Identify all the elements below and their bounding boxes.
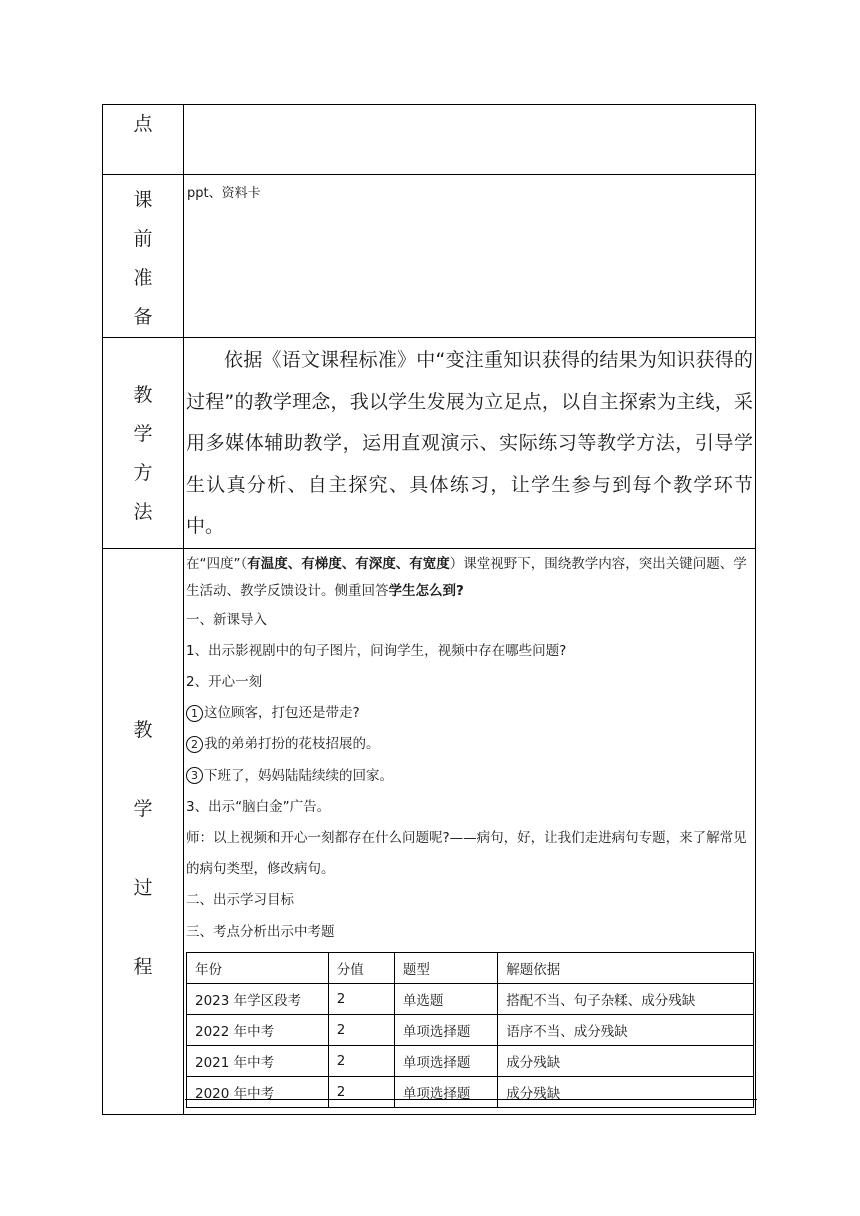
content-teaching-process	[184, 548, 756, 1114]
content-key-points	[184, 105, 756, 175]
header-score: 分值	[328, 952, 394, 983]
lesson-plan-table	[102, 104, 756, 1115]
teacher-remark: 师：以上视频和开心一刻都存在什么问题呢?——病句，好，让我们走进病句专题，来了解常见的病句类型，修改病句。	[186, 829, 747, 878]
table-row	[187, 1014, 754, 1045]
cell-score: 2	[328, 983, 394, 1014]
preparation-materials: ppt、资料卡	[187, 186, 261, 201]
circled-number: 1	[186, 705, 203, 722]
section-heading: 二、出示学习目标	[186, 892, 294, 909]
table-row	[187, 1045, 754, 1076]
exam-analysis-table	[186, 952, 754, 1108]
row-teaching-process	[103, 548, 756, 1114]
row-preparation	[103, 175, 756, 338]
cell-basis: 语序不当、成分残缺	[498, 1014, 754, 1045]
label-preparation: 课 前 准 备	[103, 175, 184, 338]
content-preparation	[184, 175, 756, 338]
header-question-type: 题型	[394, 952, 497, 983]
cell-year: 2020 年中考	[187, 1076, 329, 1107]
cell-year: 2023 年学区段考	[187, 983, 329, 1014]
header-basis: 解题依据	[498, 952, 754, 983]
table-header-row	[187, 952, 754, 983]
label-key-points: 点	[103, 105, 184, 175]
circled-number: 3	[186, 767, 203, 784]
cell-score: 2	[328, 1014, 394, 1045]
label-teaching-method: 教 学 方 法	[103, 338, 184, 549]
cell-score: 2	[328, 1076, 394, 1107]
cell-year: 2022 年中考	[187, 1014, 329, 1045]
cell-basis: 搭配不当、句子杂糅、成分残缺	[498, 983, 754, 1014]
row-key-points	[103, 105, 756, 175]
section-heading: 一、新课导入	[186, 611, 267, 628]
table-bottom-border	[185, 1099, 757, 1100]
content-teaching-method	[184, 338, 756, 549]
cell-question-type: 单项选择题	[394, 1076, 497, 1107]
cell-question-type: 单项选择题	[394, 1014, 497, 1045]
header-year: 年份	[187, 952, 329, 983]
cell-question-type: 单选题	[394, 983, 497, 1014]
process-step: 3、出示“脑白金”广告。	[186, 798, 331, 815]
process-step: 1、出示影视剧中的句子图片，问询学生，视频中存在哪些问题?	[186, 642, 567, 659]
cell-basis: 成分残缺	[498, 1045, 754, 1076]
row-teaching-method	[103, 338, 756, 549]
example-sentence: 1 这位顾客，打包还是带走?	[186, 698, 755, 729]
example-sentence: 3 下班了，妈妈陆陆续续的回家。	[186, 761, 755, 792]
example-sentence: 2 我的弟弟打扮的花枝招展的。	[186, 729, 755, 760]
circled-number: 2	[186, 736, 203, 753]
teaching-method-paragraph: 依据《语文课程标准》中“变注重知识获得的结果为知识获得的过程”的教学理念，我以学生发展为立足点，以自主探索为主线，采用多媒体辅助教学，运用直观演示、实际练习等教学方法，引导学生认真分析、自主探究、具体练习，让学生参与到每个教学环节中。	[186, 349, 753, 537]
process-intro: 在“四度”（有温度、有梯度、有深度、有宽度）课堂视野下，围绕教学内容，突出关键问题、学生活动、教学反馈设计。侧重回答学生怎么到?	[186, 555, 747, 599]
cell-basis: 成分残缺	[498, 1076, 754, 1107]
table-row	[187, 983, 754, 1014]
cell-question-type: 单项选择题	[394, 1045, 497, 1076]
table-row	[187, 1076, 754, 1107]
cell-score: 2	[328, 1045, 394, 1076]
label-teaching-process: 教 学 过 程	[103, 548, 184, 1114]
section-heading: 三、考点分析出示中考题	[186, 923, 335, 940]
cell-year: 2021 年中考	[187, 1045, 329, 1076]
process-step: 2、开心一刻	[186, 673, 263, 690]
